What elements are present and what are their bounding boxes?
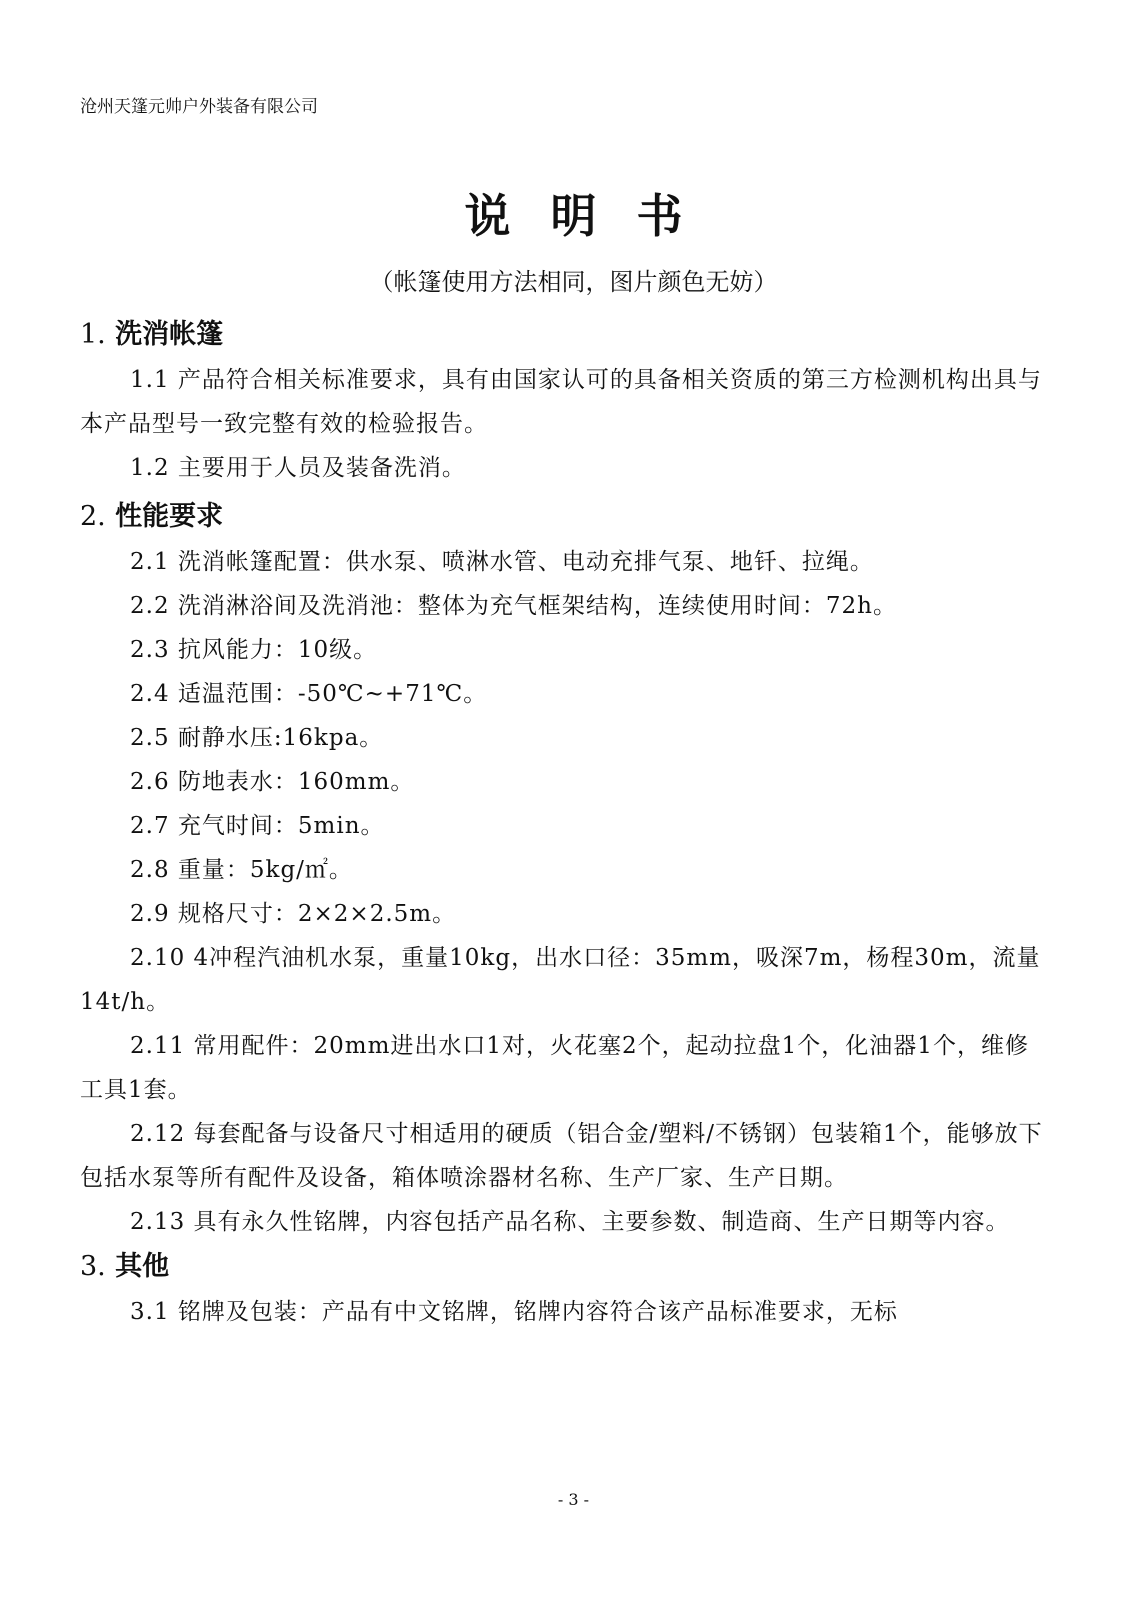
section-number: 1. [80, 319, 106, 350]
paragraph-2-11: 2.11 常用配件：20mm进出水口1对，火花塞2个，起动拉盘1个，化油器1个，维修工具1套。 [80, 1033, 1029, 1103]
paragraph-2-8: 2.8 重量：5kg/㎡。 [130, 857, 353, 883]
section-number: 2. [80, 501, 106, 532]
section-number: 3. [80, 1251, 106, 1282]
paragraph-1-1: 1.1 产品符合相关标准要求，具有由国家认可的具备相关资质的第三方检测机构出具与本产品型号一致完整有效的检验报告。 [80, 367, 1042, 437]
section-title: 其他 [115, 1251, 170, 1282]
paragraph-2-6: 2.6 防地表水：160mm。 [130, 769, 415, 795]
section-heading-2 [80, 494, 1050, 540]
paragraph-2-3: 2.3 抗风能力：10级。 [130, 637, 378, 663]
section-heading-3 [80, 1244, 1050, 1290]
paragraph-2-2: 2.2 洗消淋浴间及洗消池：整体为充气框架结构，连续使用时间：72h。 [130, 593, 897, 619]
company-header: 沧州天篷元帅户外装备有限公司 [80, 97, 318, 117]
paragraph-1-2: 1.2 主要用于人员及装备洗消。 [130, 455, 466, 481]
page-subtitle: （帐篷使用方法相同，图片颜色无妨） [369, 268, 778, 296]
paragraph-2-7: 2.7 充气时间：5min。 [130, 813, 385, 839]
paragraph-2-1: 2.1 洗消帐篷配置：供水泵、喷淋水管、电动充排气泵、地钎、拉绳。 [130, 549, 874, 575]
paragraph-2-12: 2.12 每套配备与设备尺寸相适用的硬质（铝合金/塑料/不锈钢）包装箱1个，能够放下包括水泵等所有配件及设备，箱体喷涂器材名称、生产厂家、生产日期。 [80, 1121, 1043, 1191]
paragraph-2-5: 2.5 耐静水压:16kpa。 [130, 725, 384, 751]
section-title: 洗消帐篷 [115, 319, 224, 350]
paragraph-3-1: 3.1 铭牌及包装：产品有中文铭牌，铭牌内容符合该产品标准要求，无标 [130, 1299, 898, 1325]
section-heading-1 [80, 312, 1050, 358]
document-body [80, 312, 1050, 1334]
section-title: 性能要求 [115, 501, 224, 532]
page-number: - 3 - [557, 1490, 590, 1509]
paragraph-2-9: 2.9 规格尺寸：2×2×2.5m。 [130, 901, 457, 927]
paragraph-2-10: 2.10 4冲程汽油机水泵，重量10kg，出水口径：35mm，吸深7m，杨程30m，流量14t/h。 [80, 945, 1041, 1015]
paragraph-2-13: 2.13 具有永久性铭牌，内容包括产品名称、主要参数、制造商、生产日期等内容。 [130, 1209, 1010, 1235]
page-title: 说明书 [464, 189, 723, 243]
paragraph-2-4: 2.4 适温范围：-50℃~+71℃。 [130, 681, 488, 707]
